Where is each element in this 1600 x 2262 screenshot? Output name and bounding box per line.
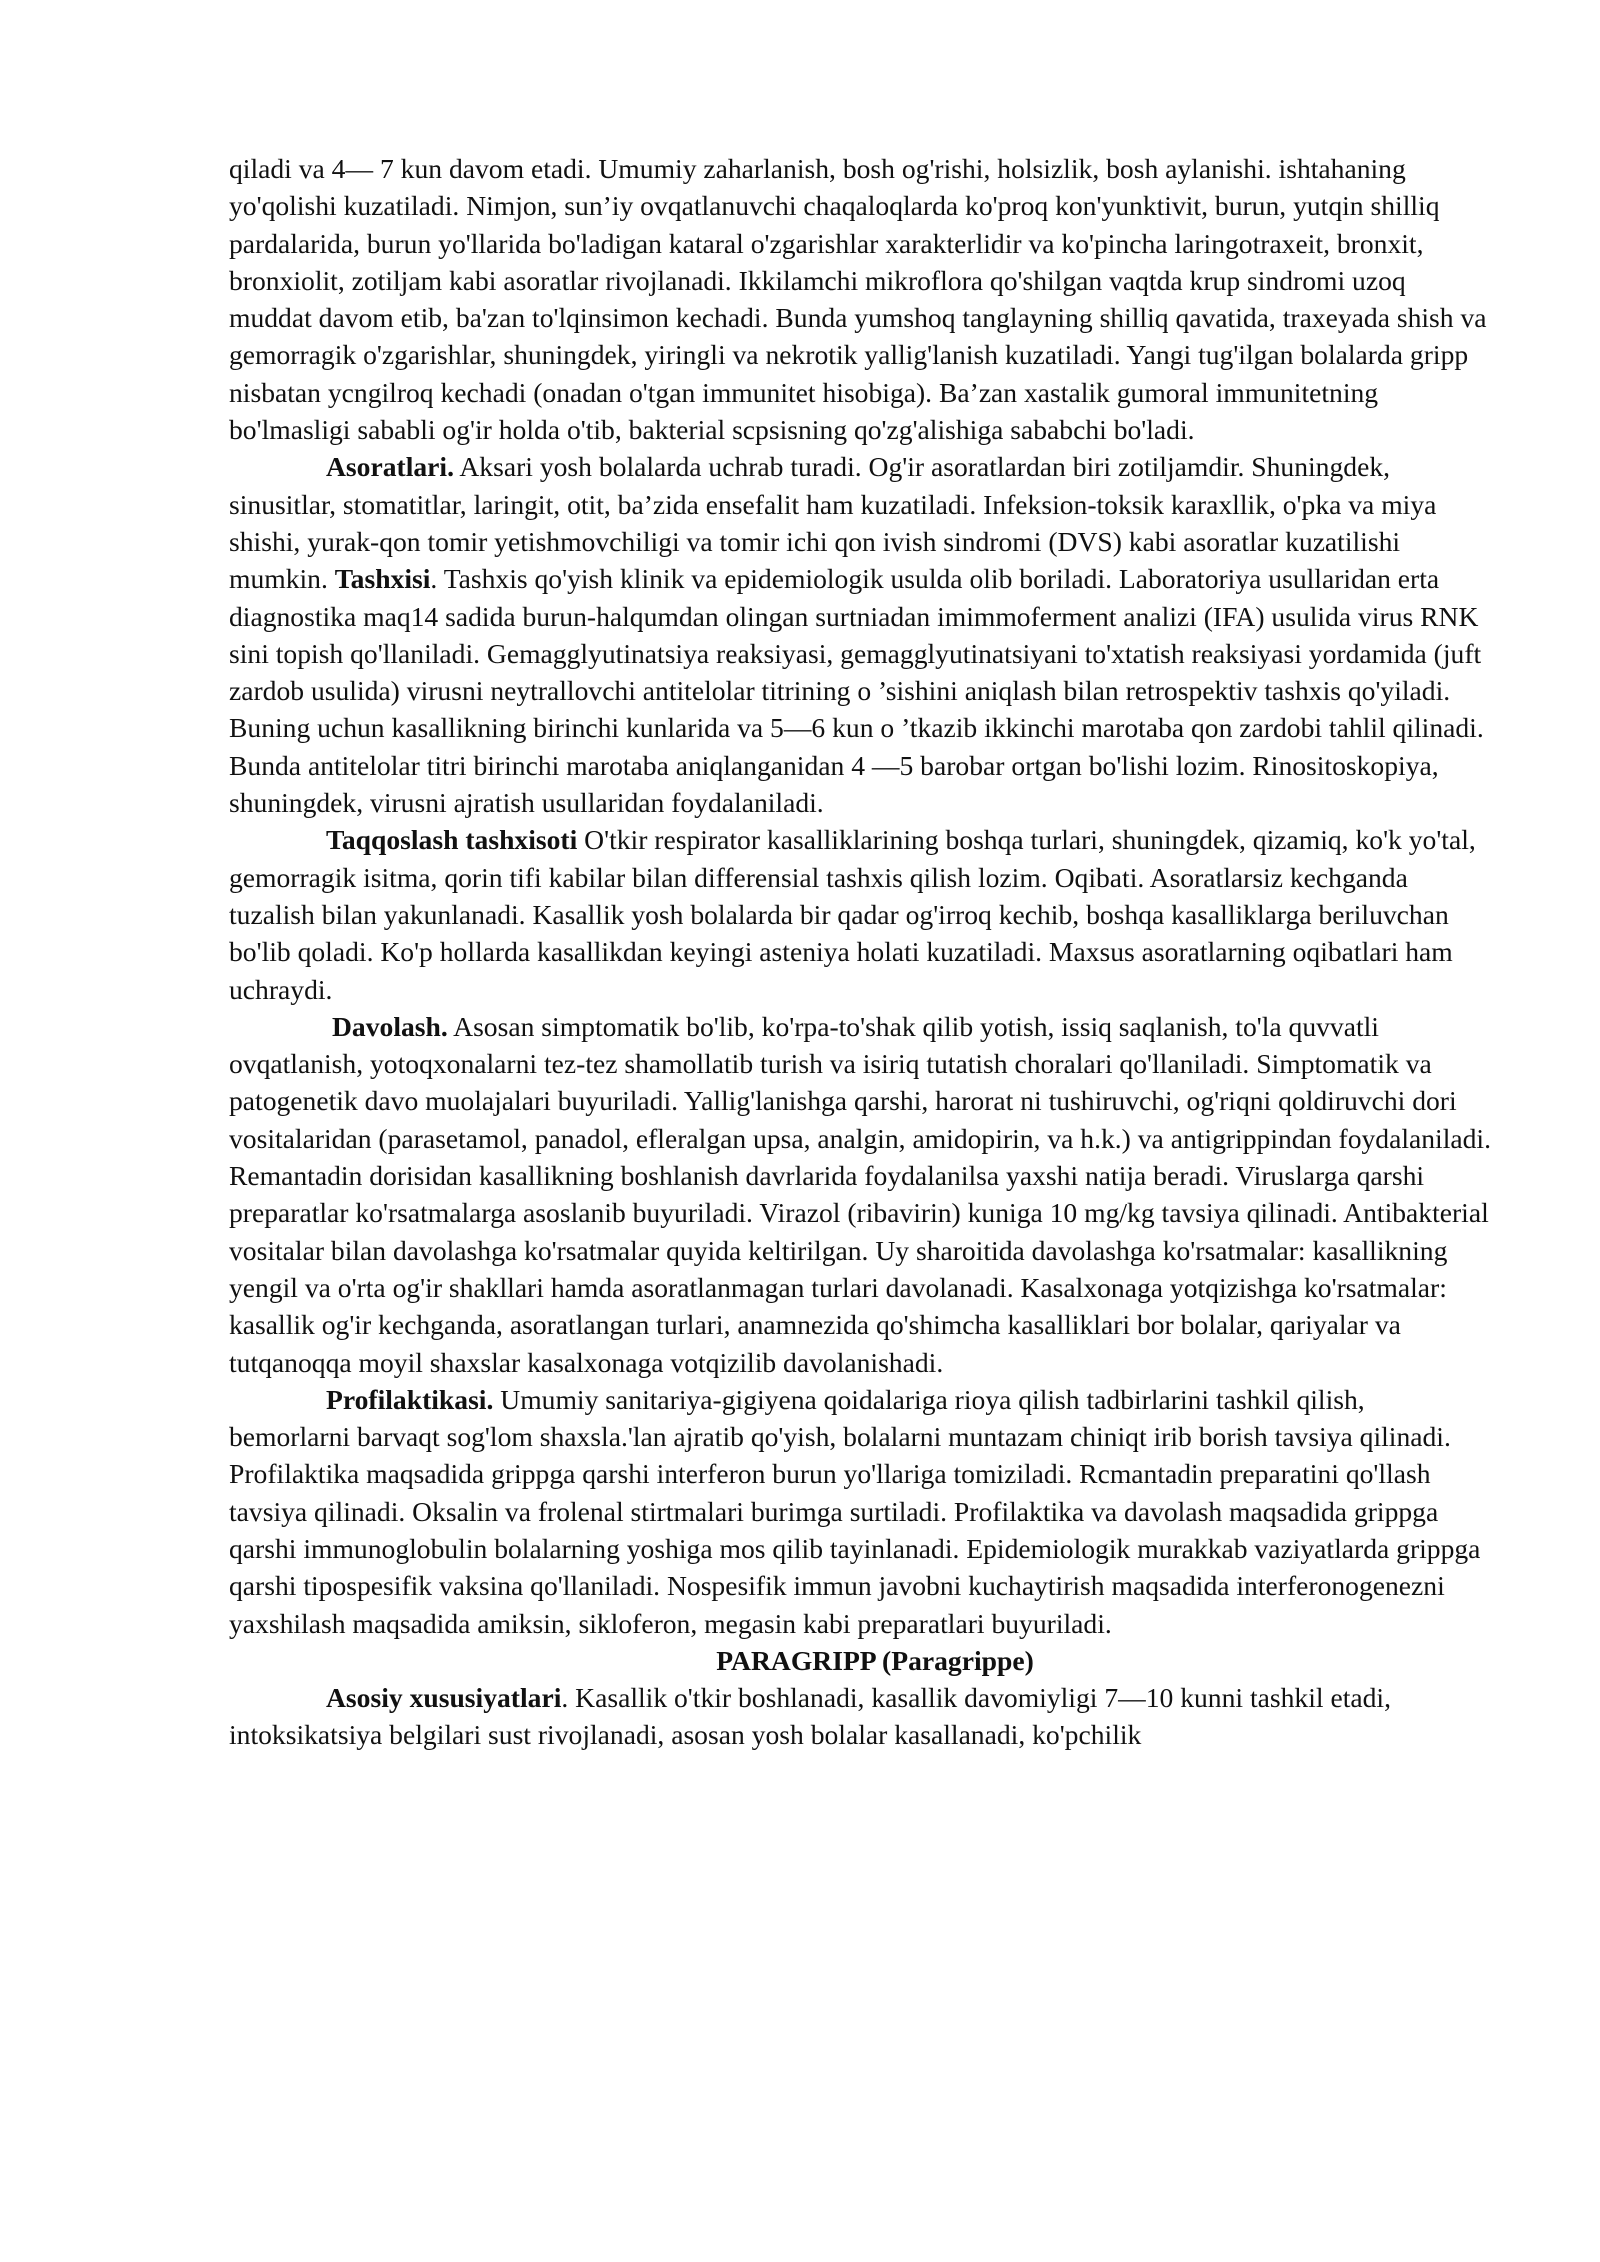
paragraph-intro: [229, 150, 1491, 448]
main-features-text: . Kasallik o'tkir boshlanadi, kasallik davomiyligi 7—10 kunni tashkil etadi, intoksikatsiya belgilari sust rivojlanadi, asosan yosh bolalar kasallanadi, ko'pchilik: [229, 1682, 1391, 1751]
differential-text: O'tkir respirator kasalliklarining boshqa turlari, shuningdek, qizamiq, ko'k yo'tal, gemorragik isitma, qorin tifi kabilar bilan differensial tashxis qilish lozim. Oqibati. Asoratlarsiz kechganda tuzalish bilan yakunlanadi. Kasallik yosh bolalarda bir qadar og'irroq kechib, boshqa kasalliklarga beriluvchan bo'lib qoladi. Ko'p hollarda kasallikdan keyingi asteniya holati kuzatiladi. Maxsus asoratlarning oqibatlari ham uchraydi.: [229, 824, 1476, 1005]
paragraph-differential: [229, 821, 1491, 1007]
complications-heading: Asoratlari.: [326, 451, 454, 483]
differential-heading: Taqqoslash tashxisoti: [326, 824, 578, 856]
document-page: [229, 150, 1491, 1754]
paragraph-treatment: [229, 1008, 1491, 1381]
diagnosis-heading: Tashxisi: [334, 563, 431, 595]
paragraph-prophylaxis: [229, 1381, 1491, 1642]
paragraph-intro-text: qiladi va 4— 7 kun davom etadi. Umumiy zaharlanish, bosh og'rishi, holsizlik, bosh aylanishi. ishtahaning yo'qolishi kuzatiladi. Nimjon, sun’iy ovqatlanuvchi chaqaloqlarda ko'proq kon'yunktivit, burun, yutqin shilliq pardalarida, burun yo'llarida bo'ladigan kataral o'zgarishlar xarakterlidir va ko'pincha laringotraxeit, bronxit, bronxiolit, zotiljam kabi asoratlar rivojlanadi. Ikkilamchi mikroflora qo'shilgan vaqtda krup sindromi uzoq muddat davom etib, ba'zan to'lqinsimon kechadi. Bunda yumshoq tanglayning shilliq qavatida, traxeyada shish va gemorragik o'zgarishlar, shuningdek, yiringli va nekrotik yallig'lanish kuzatiladi. Yangi tug'ilgan bolalarda gripp nisbatan ycngilroq kechadi (onadan o'tgan immunitet hisobiga). Ba’zan xastalik gumoral immunitetning bo'lmasligi sababli og'ir holda o'tib, bakterial scpsisning qo'zg'alishiga sababchi bo'ladi.: [229, 153, 1487, 446]
prophylaxis-text: Umumiy sanitariya-gigiyena qoidalariga rioya qilish tadbirlarini tashkil qilish, bemorlarni barvaqt sog'lom shaxsla.'lan ajratib qo'yish, bolalarni muntazam chiniqt irib borish tavsiya qilinadi. Profilaktika maqsadida grippga qarshi interferon burun yo'llariga tomiziladi. Rcmantadin preparatini qo'llash tavsiya qilinadi. Oksalin va frolenal stirtmalari burimga surtiladi. Profilaktika va davolash maqsadida grippga qarshi immunoglobulin bolalarning yoshiga mos qilib tayinlanadi. Epidemiologik murakkab vaziyatlarda grippga qarshi tipospesifik vaksina qo'llaniladi. Nospesifik immun javobni kuchaytirish maqsadida interferonogenezni yaxshilash maqsadida amiksin, sikloferon, megasin kabi preparatlari buyuriladi.: [229, 1383, 1481, 1639]
section-heading: PARAGRIPP (Paragrippe): [716, 1644, 1034, 1676]
treatment-heading: Davolash.: [332, 1010, 448, 1042]
paragraph-complications: [229, 448, 1491, 821]
main-features-heading: Asosiy xususiyatlari: [326, 1682, 562, 1714]
diagnosis-text: . Tashxis qo'yish klinik va epidemiologik usulda olib boriladi. Laboratoriya usullaridan erta diagnostika maq14 sadida burun-halqumdan olingan surtniadan imimmoferment analizi (IFA) usulida virus RNK sini topish qo'llaniladi. Gemagglyutinatsiya reaksiyasi, gemagglyutinatsiyani to'xtatish reaksiyasi yordamida (juft zardob usulida) virusni neytrallovchi antitelolar titrining o ’sishini aniqlash bilan retrospektiv tashxis qo'yiladi. Buning uchun kasallikning birinchi kunlarida va 5—6 kun o ’tkazib ikkinchi marotaba qon zardobi tahlil qilinadi. Bunda antitelolar titri birinchi marotaba aniqlanganidan 4 —5 barobar ortgan bo'lishi lozim. Rinositoskopiya, shuningdek, virusni ajratish usullaridan foydalaniladi.: [229, 563, 1484, 819]
complications-text: Aksari yosh bolalarda uchrab turadi. Og'ir asoratlardan biri zotiljamdir. Shuningdek, sinusitlar, stomatitlar, laringit, otit, ba’zida ensefalit ham kuzatiladi. Infeksion-toksik karaxllik, o'pka va miya shishi, yurak-qon tomir yetishmovchiligi va tomir ichi qon ivish sindromi (DVS) kabi asoratlar kuzatilishi mumkin.: [229, 451, 1437, 595]
prophylaxis-heading: Profilaktikasi.: [326, 1383, 494, 1415]
treatment-text: Asosan simptomatik bo'lib, ko'rpa-to'shak qilib yotish, issiq saqlanish, to'la quvvatli ovqatlanish, yotoqxonalarni tez-tez shamollatib turish va isiriq tutatish choralari qo'llaniladi. Simptomatik va patogenetik davo muolajalari buyuriladi. Yallig'lanishga qarshi, harorat ni tushiruvchi, og'riqni qoldiruvchi dori vositalaridan (parasetamol, panadol, efleralgan upsa, analgin, amidopirin, va h.k.) va antigrippindan foydalaniladi. Remantadin dorisidan kasallikning boshlanish davrlarida foydalanilsa yaxshi natija beradi. Viruslarga qarshi preparatlar ko'rsatmalarga asoslanib buyuriladi. Virazol (ribavirin) kuniga 10 mg/kg tavsiya qilinadi. Antibakterial vositalar bilan davolashga ko'rsatmalar quyida keltirilgan. Uy sharoitida davolashga ko'rsatmalar: kasallikning yengil va o'rta og'ir shakllari hamda asoratlanmagan turlari davolanadi. Kasalxonaga yotqizishga ko'rsatmalar: kasallik og'ir kechganda, asoratlangan turlari, anamnezida qo'shimcha kasalliklari bor bolalar, qariyalar va tutqanoqqa moyil shaxslar kasalxonaga votqizilib davolanishadi.: [229, 1010, 1491, 1378]
paragraph-main-features: [229, 1679, 1491, 1754]
